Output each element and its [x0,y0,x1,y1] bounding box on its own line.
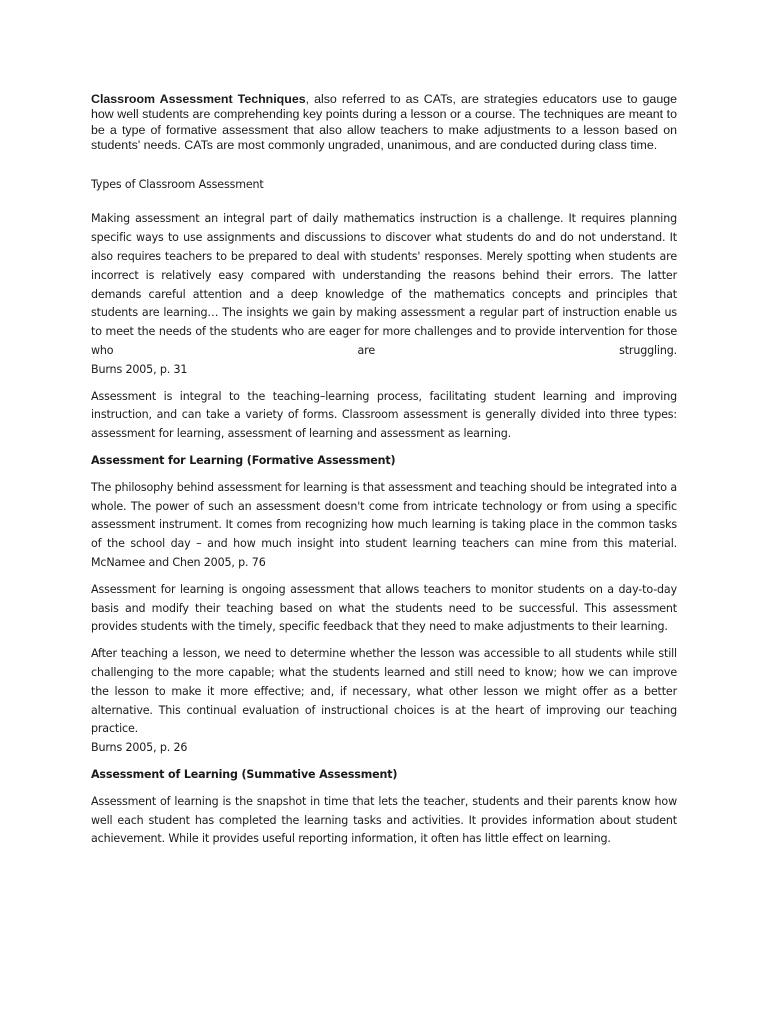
intro-paragraph [91,92,677,154]
document-body [91,176,677,850]
paragraph-summative: Assessment of learning is the snapshot in time that lets the teacher, students and their parents know how well each student has completed the learning tasks and activities. It provides information about student achievement. While it provides useful reporting information, it often has little effect on learning. [91,794,677,846]
quote-burns-26: After teaching a lesson, we need to determine whether the lesson was accessible to all students while still challenging to the more capable; what the students learned and still need to know; how we can improve the lesson to make it more effective; and, if necessary, what other lesson we might offer as a better alternative. This continual evaluation of instructional choices is at the heart of improving our teaching practice. [91,647,677,736]
citation-burns-26: Burns 2005, p. 26 [91,741,188,755]
paragraph-integral: Assessment is integral to the teaching–learning process, facilitating student learning and improving instruction, and can take a variety of forms. Classroom assessment is generally divided into three types: assessment for learning, assessment of learning and assessment as learning. [91,389,677,441]
formative-assessment-link[interactable]: formative assessment [165,122,289,137]
citation-mcnamee-chen: McNamee and Chen 2005, p. 76 [91,555,266,569]
intro-term: Classroom Assessment Techniques [91,92,306,106]
heading-formative-assessment: Assessment for Learning (Formative Assessment) [91,453,396,467]
quote-mcnamee-chen: The philosophy behind assessment for learning is that assessment and teaching should be integrated into a whole. The power of such an assessment doesn't come from intricate technology or from using a specific assessment instrument. It comes from recognizing how much learning is taking place in the common tasks of the school day – and how much insight into student learning teachers can mine from this material. [91,480,677,551]
types-heading: Types of Classroom Assessment [91,177,264,191]
citation-burns-31: Burns 2005, p. 31 [91,362,188,376]
paragraph-ongoing-assessment: Assessment for learning is ongoing assessment that allows teachers to monitor students on a day-to-day basis and modify their teaching based on what the students need to be successful. This assessment provides students with the timely, specific feedback that they need to make adjustments to their learning. [91,582,677,634]
intro-text-before-link: , also referred to as CATs, are strategies educators use to gauge how well students are comprehending key points during a lesson or a course. The techniques are meant to be a type of [91,92,677,137]
document-page [91,92,677,857]
intro-text-after-link: that also allow teachers to make adjustments to a lesson based on students' needs. CATs are most commonly ungraded, unanimous, and are conducted during class time. [91,122,677,153]
quote-burns-31: Making assessment an integral part of daily mathematics instruction is a challenge. It requires planning specific ways to use assignments and discussions to discover what students do and do not understand. It also requires teachers to be prepared to deal with students' responses. Merely spotting when students are incorrect is relatively easy compared with understanding the reasons behind their errors. The latter demands careful attention and a deep knowledge of the mathematics concepts and principles that students are learning… The insights we gain by making assessment a regular part of instruction enable us to meet the needs of the students who are eager for more challenges and to provide intervention for those who are struggling. [91,212,677,357]
heading-summative-assessment: Assessment of Learning (Summative Assessment) [91,767,398,781]
